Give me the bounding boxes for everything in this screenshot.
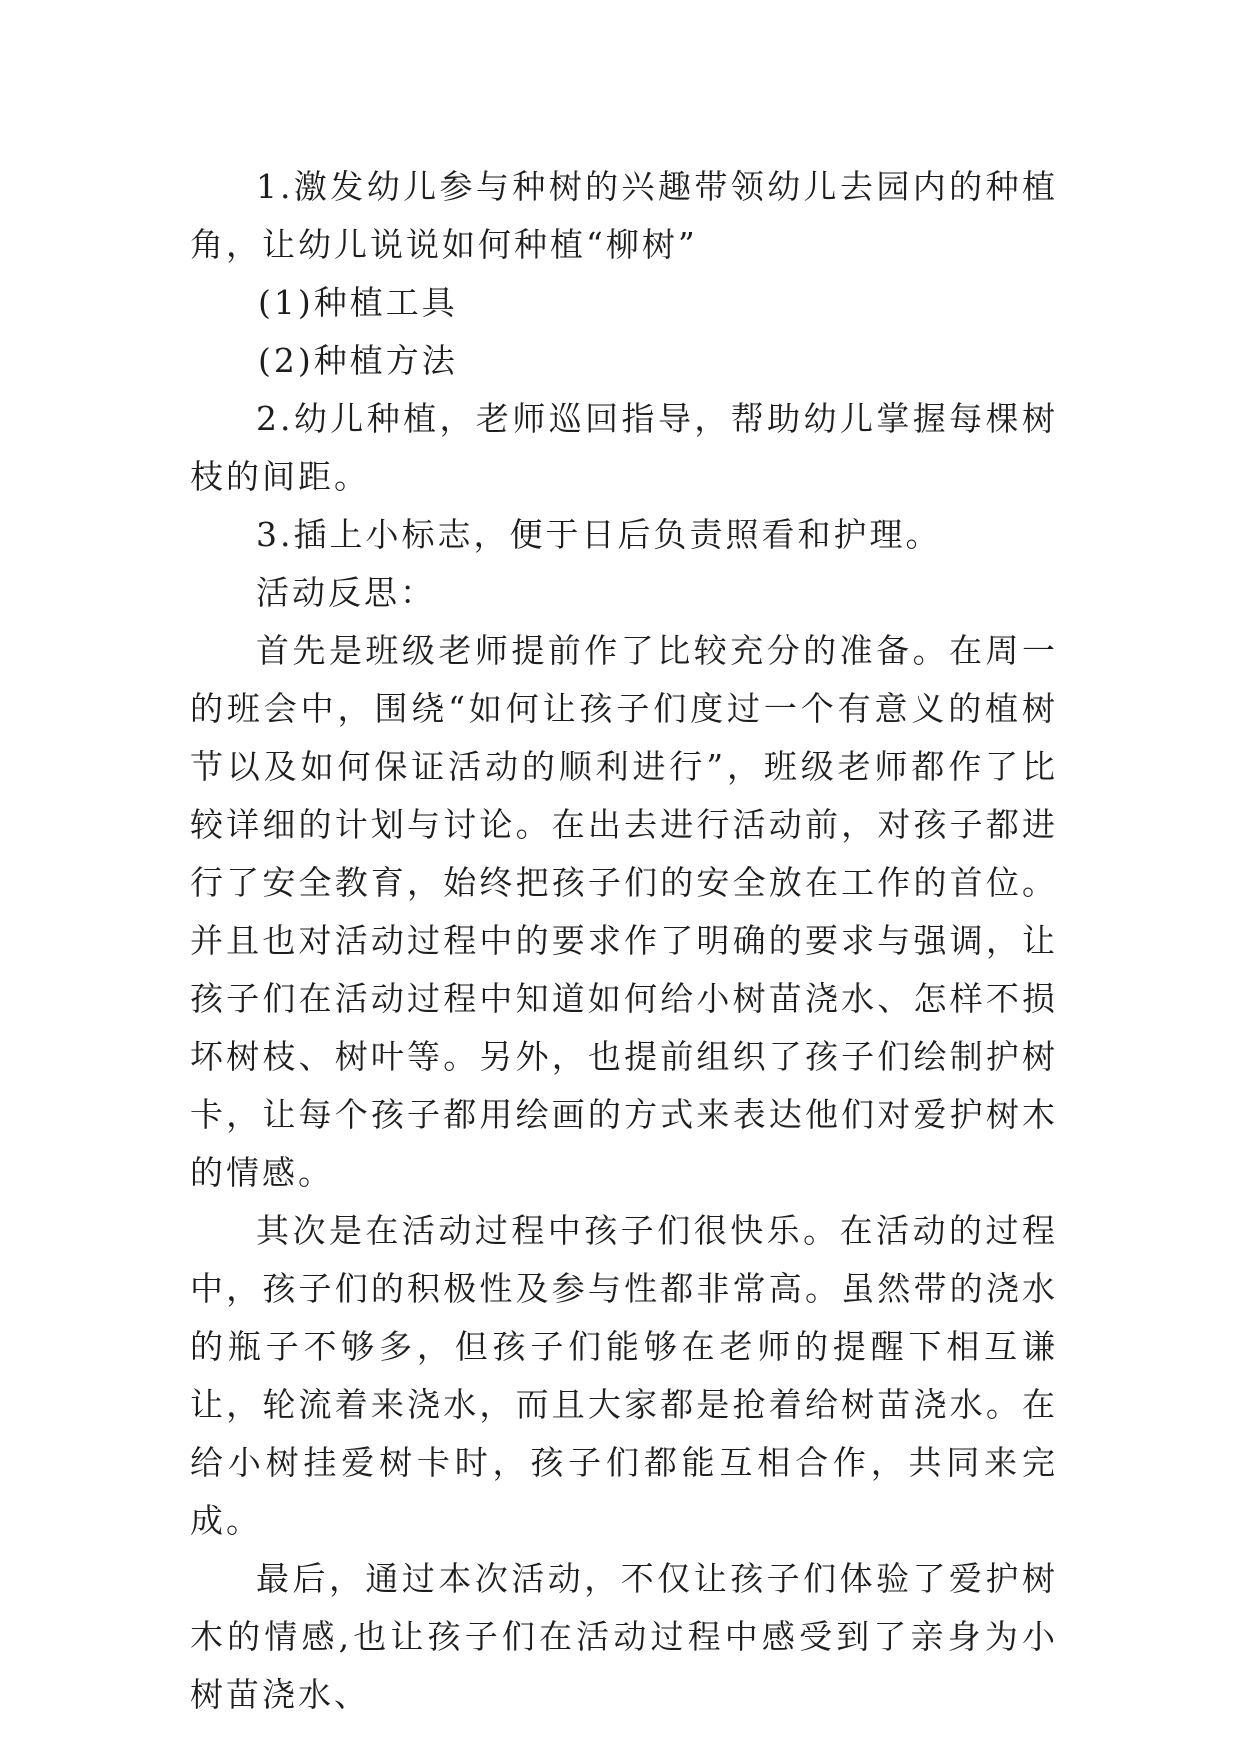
paragraph-step-1: 1.激发幼儿参与种树的兴趣带领幼儿去园内的种植角，让幼儿说说如何种植“柳树” bbox=[190, 167, 1058, 264]
paragraph-planting-method: (2)种植方法 bbox=[258, 341, 458, 380]
paragraph-reflection-last: 最后，通过本次活动，不仅让孩子们体验了爱护树木的情感,也让孩子们在活动过程中感受到了亲身为小树苗浇水、 bbox=[190, 1559, 1058, 1714]
paragraph-step-2: 2.幼儿种植，老师巡回指导，帮助幼儿掌握每棵树枝的间距。 bbox=[190, 399, 1058, 496]
document-body bbox=[190, 158, 1058, 1724]
section-heading-reflection: 活动反思： bbox=[256, 573, 436, 612]
paragraph-reflection-second: 其次是在活动过程中孩子们很快乐。在活动的过程中，孩子们的积极性及参与性都非常高。虽然带的浇水的瓶子不够多，但孩子们能够在老师的提醒下相互谦让，轮流着来浇水，而且大家都是抢着给树苗浇水。在给小树挂爱树卡时，孩子们都能互相合作，共同来完成。 bbox=[190, 1211, 1058, 1540]
paragraph-planting-tools: (1)种植工具 bbox=[258, 283, 458, 322]
paragraph-step-3: 3.插上小标志，便于日后负责照看和护理。 bbox=[256, 515, 942, 554]
paragraph-reflection-first: 首先是班级老师提前作了比较充分的准备。在周一的班会中，围绕“如何让孩子们度过一个有意义的植树节以及如何保证活动的顺利进行”，班级老师都作了比较详细的计划与讨论。在出去进行活动前，对孩子都进行了安全教育，始终把孩子们的安全放在工作的首位。并且也对活动过程中的要求作了明确的要求与强调，让孩子们在活动过程中知道如何给小树苗浇水、怎样不损坏树枝、树叶等。另外，也提前组织了孩子们绘制护树卡，让每个孩子都用绘画的方式来表达他们对爱护树木的情感。 bbox=[190, 631, 1058, 1192]
